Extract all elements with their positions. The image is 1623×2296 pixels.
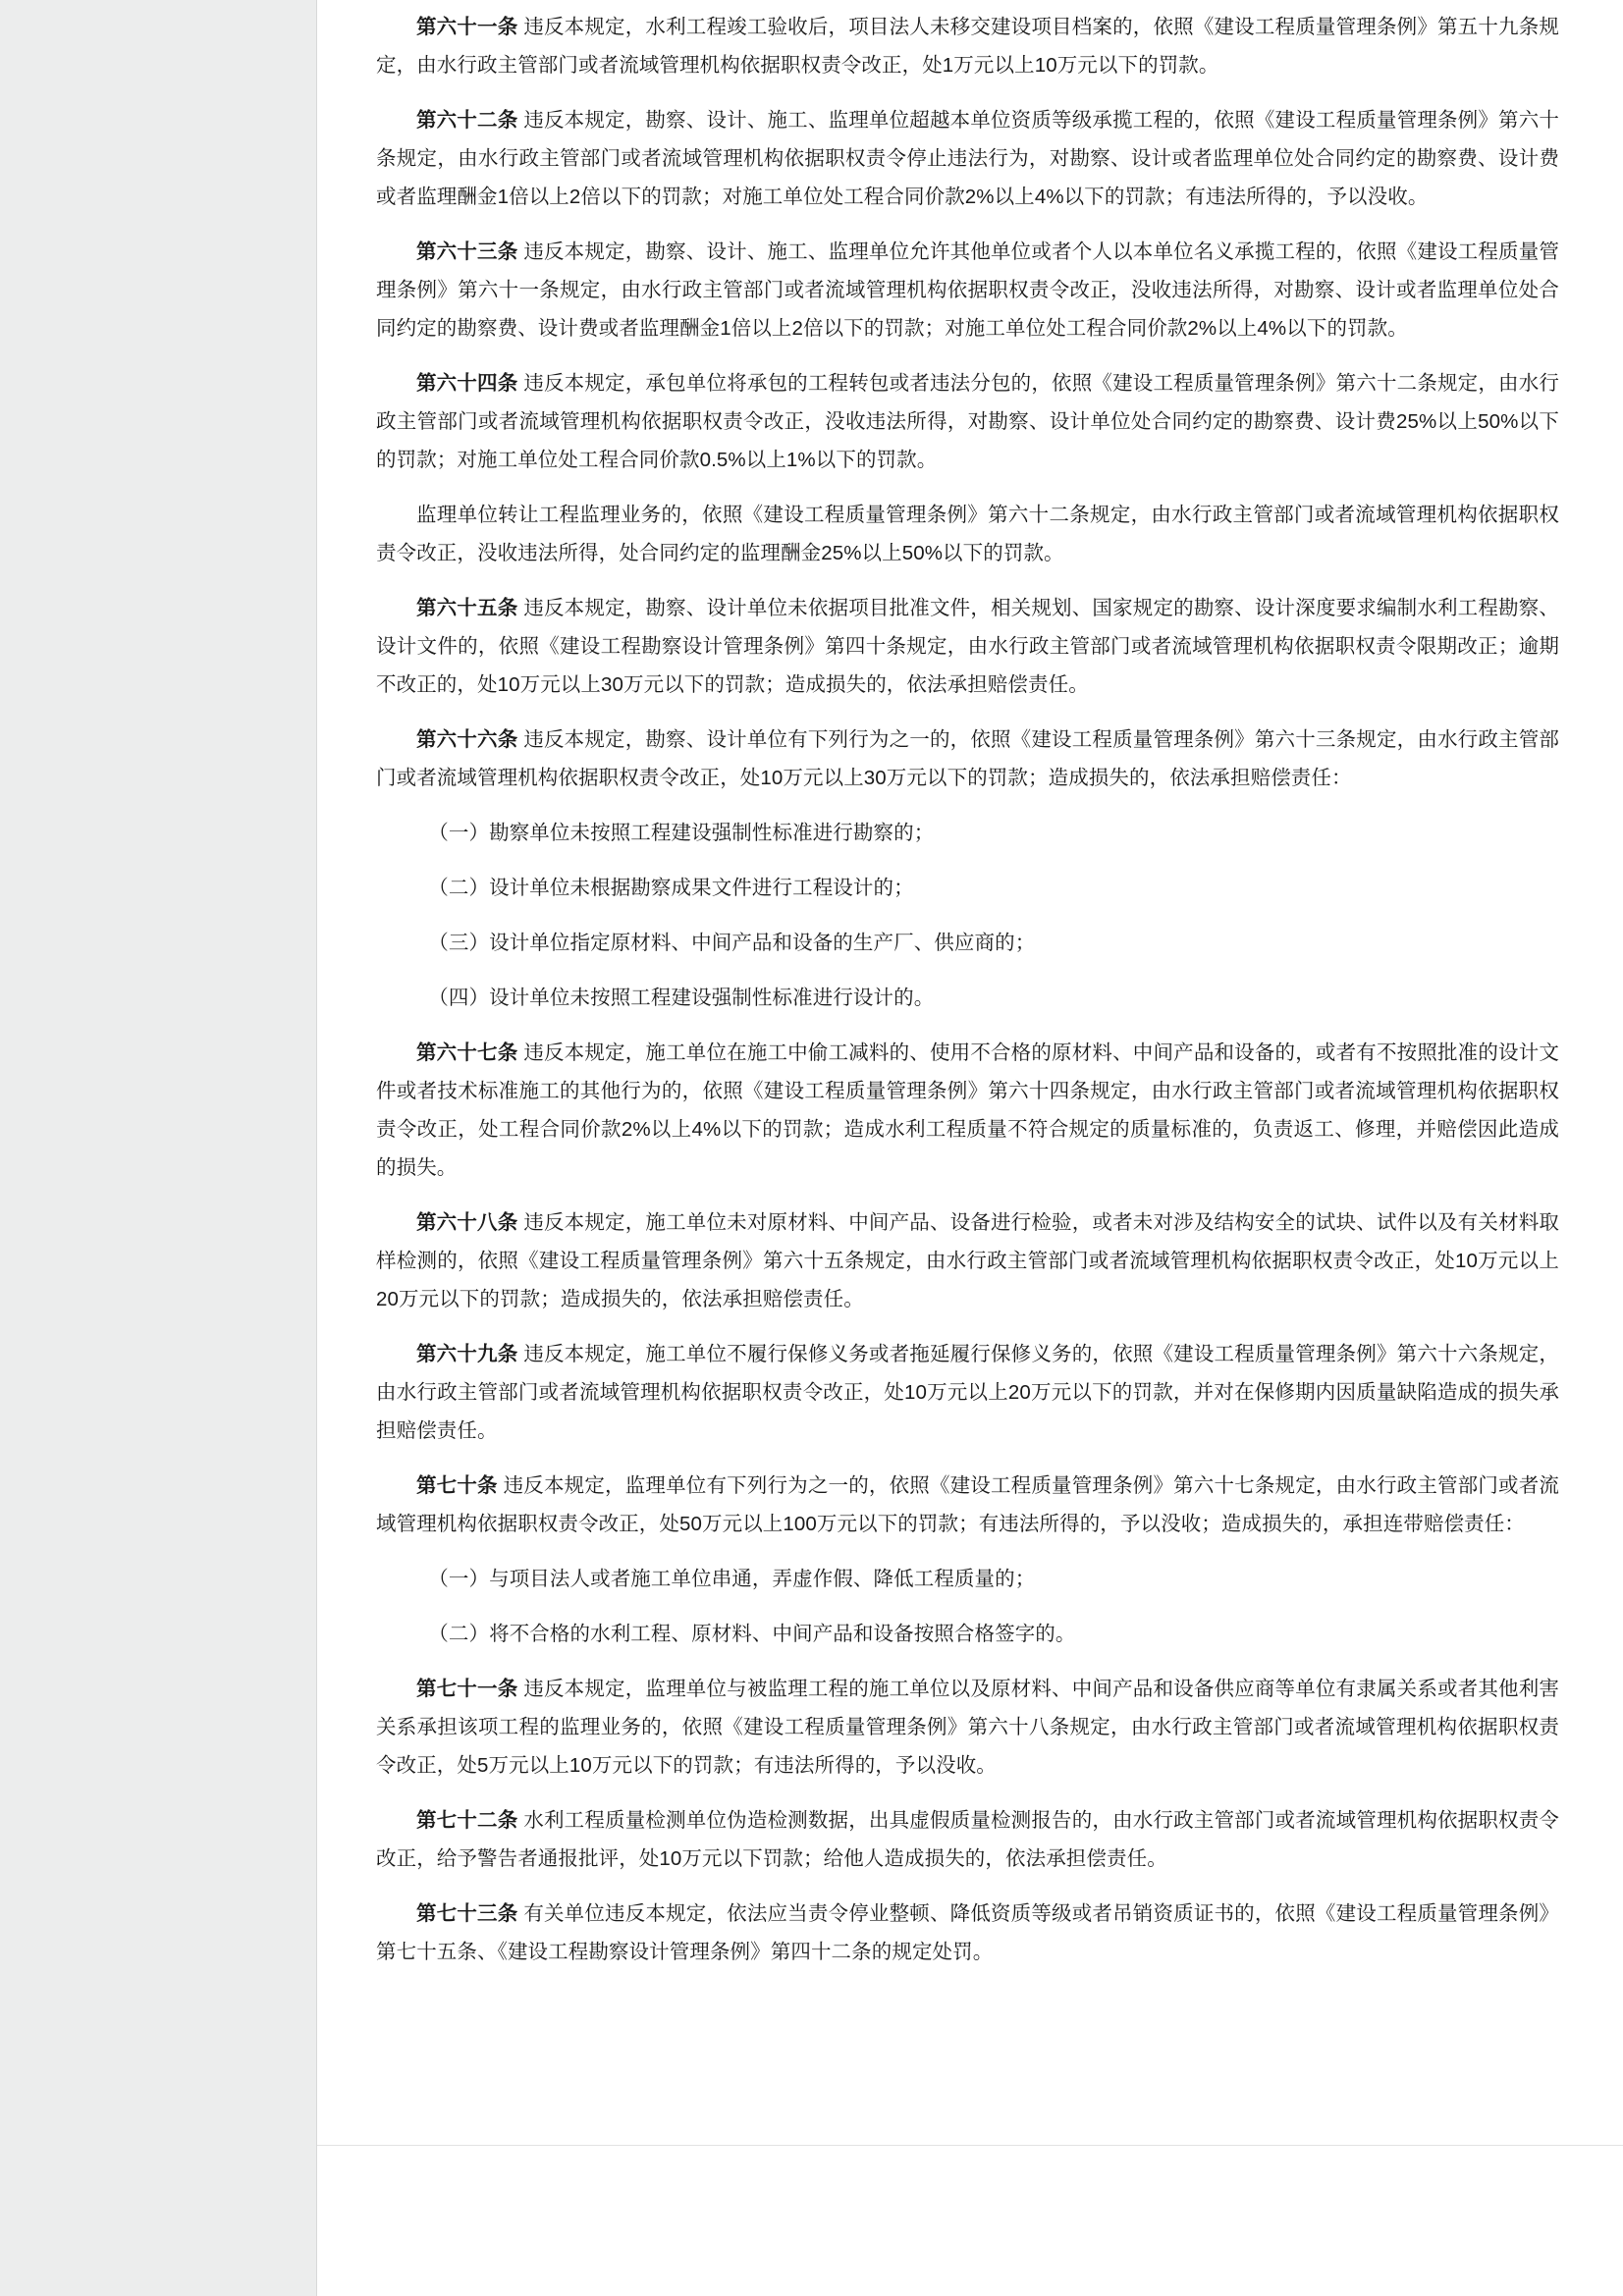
article-number: 第六十一条 [416,16,518,38]
list-item [376,979,1559,1017]
article-number: 第七十条 [416,1474,498,1497]
paragraph-text: （一）与项目法人或者施工单位串通，弄虚作假、降低工程质量的； [428,1568,1036,1590]
article-number: 第七十一条 [416,1678,518,1700]
article-paragraph [376,589,1559,704]
article-paragraph [376,101,1559,216]
article-number: 第六十七条 [416,1041,518,1064]
paragraph-text: 违反本规定，施工单位在施工中偷工减料的、使用不合格的原材料、中间产品和设备的，或者有不按照批准的设计文件或者技术标准施工的其他行为的，依照《建设工程质量管理条例》第六十四条规定，由水行政主管部门或者流域管理机构依据职权责令改正，处工程合同价款2%以上4%以下的罚款；造成水利工程质量不符合规定的质量标准的，负责返工、修理，并赔偿因此造成的损失。 [376,1041,1560,1179]
document-body [317,0,1623,1971]
page-bottom-space [317,1988,1623,2106]
article-paragraph [376,1034,1559,1187]
list-item [376,924,1559,962]
paragraph-text: （二）将不合格的水利工程、原材料、中间产品和设备按照合格签字的。 [428,1623,1076,1645]
paragraph-text: 有关单位违反本规定，依法应当责令停业整顿、降低资质等级或者吊销资质证书的，依照《建设工程质量管理条例》第七十五条、《建设工程勘察设计管理条例》第四十二条的规定处罚。 [376,1902,1560,1963]
paragraph-text: 违反本规定，监理单位有下列行为之一的，依照《建设工程质量管理条例》第六十七条规定，由水行政主管部门或者流域管理机构依据职权责令改正，处50万元以上100万元以下的罚款；有违法所得的，予以没收；造成损失的，承担连带赔偿责任： [376,1474,1560,1535]
paragraph-text: 违反本规定，水利工程竣工验收后，项目法人未移交建设项目档案的，依照《建设工程质量管理条例》第五十九条规定，由水行政主管部门或者流域管理机构依据职权责令改正，处1万元以上10万元以下的罚款。 [376,16,1560,77]
article-paragraph [376,8,1559,84]
paragraph-text: 违反本规定，勘察、设计单位未依据项目批准文件，相关规划、国家规定的勘察、设计深度要求编制水利工程勘察、设计文件的，依照《建设工程勘察设计管理条例》第四十条规定，由水行政主管部门或者流域管理机构依据职权责令限期改正；逾期不改正的，处10万元以上30万元以下的罚款；造成损失的，依法承担赔偿责任。 [376,597,1560,696]
article-number: 第六十二条 [416,109,518,132]
paragraph-text: 违反本规定，监理单位与被监理工程的施工单位以及原材料、中间产品和设备供应商等单位有隶属关系或者其他利害关系承担该项工程的监理业务的，依照《建设工程质量管理条例》第六十八条规定，由水行政主管部门或者流域管理机构依据职权责令改正，处5万元以上10万元以下的罚款；有违法所得的，予以没收。 [376,1678,1560,1777]
page-sheet [316,0,1623,2296]
article-paragraph [376,1670,1559,1785]
paragraph-text: （二）设计单位未根据勘察成果文件进行工程设计的； [428,877,914,899]
list-item [376,869,1559,907]
article-number: 第六十九条 [416,1343,518,1365]
left-gutter [0,0,314,2296]
paragraph-text: 违反本规定，勘察、设计、施工、监理单位超越本单位资质等级承揽工程的，依照《建设工程质量管理条例》第六十条规定，由水行政主管部门或者流域管理机构依据职权责令停止违法行为，对勘察、设计或者监理单位处合同约定的勘察费、设计费或者监理酬金1倍以上2倍以下的罚款；对施工单位处工程合同价款2%以上4%以下的罚款；有违法所得的，予以没收。 [376,109,1560,208]
article-number: 第六十六条 [416,728,518,751]
paragraph-text: （四）设计单位未按照工程建设强制性标准进行设计的。 [428,987,935,1009]
paragraph-text: （一）勘察单位未按照工程建设强制性标准进行勘察的； [428,822,935,844]
list-item [376,1615,1559,1653]
paragraph-text: 水利工程质量检测单位伪造检测数据，出具虚假质量检测报告的，由水行政主管部门或者流域管理机构依据职权责令改正，给予警告者通报批评，处10万元以下罚款；给他人造成损失的，依法承担偿责任。 [376,1809,1560,1870]
article-paragraph [376,1801,1559,1878]
paragraph-text: （三）设计单位指定原材料、中间产品和设备的生产厂、供应商的； [428,932,1036,954]
article-number: 第六十八条 [416,1211,518,1234]
article-paragraph [376,1895,1559,1971]
article-number: 第七十二条 [416,1809,518,1832]
article-paragraph [376,1467,1559,1543]
article-number: 第六十三条 [416,240,518,263]
article-number: 第六十四条 [416,372,518,395]
article-paragraph [376,721,1559,797]
paragraph-text: 违反本规定，施工单位未对原材料、中间产品、设备进行检验，或者未对涉及结构安全的试块、试件以及有关材料取样检测的，依照《建设工程质量管理条例》第六十五条规定，由水行政主管部门或者流域管理机构依据职权责令改正，处10万元以上20万元以下的罚款；造成损失的，依法承担赔偿责任。 [376,1211,1560,1310]
footer-divider [317,2145,1623,2147]
article-number: 第六十五条 [416,597,518,619]
list-item [376,814,1559,852]
list-item [376,1560,1559,1598]
article-number: 第七十三条 [416,1902,518,1925]
paragraph-text: 违反本规定，承包单位将承包的工程转包或者违法分包的，依照《建设工程质量管理条例》第六十二条规定，由水行政主管部门或者流域管理机构依据职权责令改正，没收违法所得，对勘察、设计单位处合同约定的勘察费、设计费25%以上50%以下的罚款；对施工单位处工程合同价款0.5%以上1%以下的罚款。 [376,372,1560,471]
article-paragraph [376,1335,1559,1450]
paragraph-text: 监理单位转让工程监理业务的，依照《建设工程质量管理条例》第六十二条规定，由水行政主管部门或者流域管理机构依据职权责令改正，没收违法所得，处合同约定的监理酬金25%以上50%以下的罚款。 [376,504,1559,564]
paragraph-text: 违反本规定，勘察、设计、施工、监理单位允许其他单位或者个人以本单位名义承揽工程的，依照《建设工程质量管理条例》第六十一条规定，由水行政主管部门或者流域管理机构依据职权责令改正，没收违法所得，对勘察、设计或者监理单位处合同约定的勘察费、设计费或者监理酬金1倍以上2倍以下的罚款；对施工单位处工程合同价款2%以上4%以下的罚款。 [376,240,1560,340]
paragraph-text: 违反本规定，勘察、设计单位有下列行为之一的，依照《建设工程质量管理条例》第六十三条规定，由水行政主管部门或者流域管理机构依据职权责令改正，处10万元以上30万元以下的罚款；造成损失的，依法承担赔偿责任： [376,728,1560,789]
paragraph [376,496,1559,572]
article-paragraph [376,1203,1559,1318]
paragraph-text: 违反本规定，施工单位不履行保修义务或者拖延履行保修义务的，依照《建设工程质量管理条例》第六十六条规定，由水行政主管部门或者流域管理机构依据职权责令改正，处10万元以上20万元以下的罚款，并对在保修期内因质量缺陷造成的损失承担赔偿责任。 [376,1343,1560,1442]
article-paragraph [376,364,1559,479]
article-paragraph [376,233,1559,347]
